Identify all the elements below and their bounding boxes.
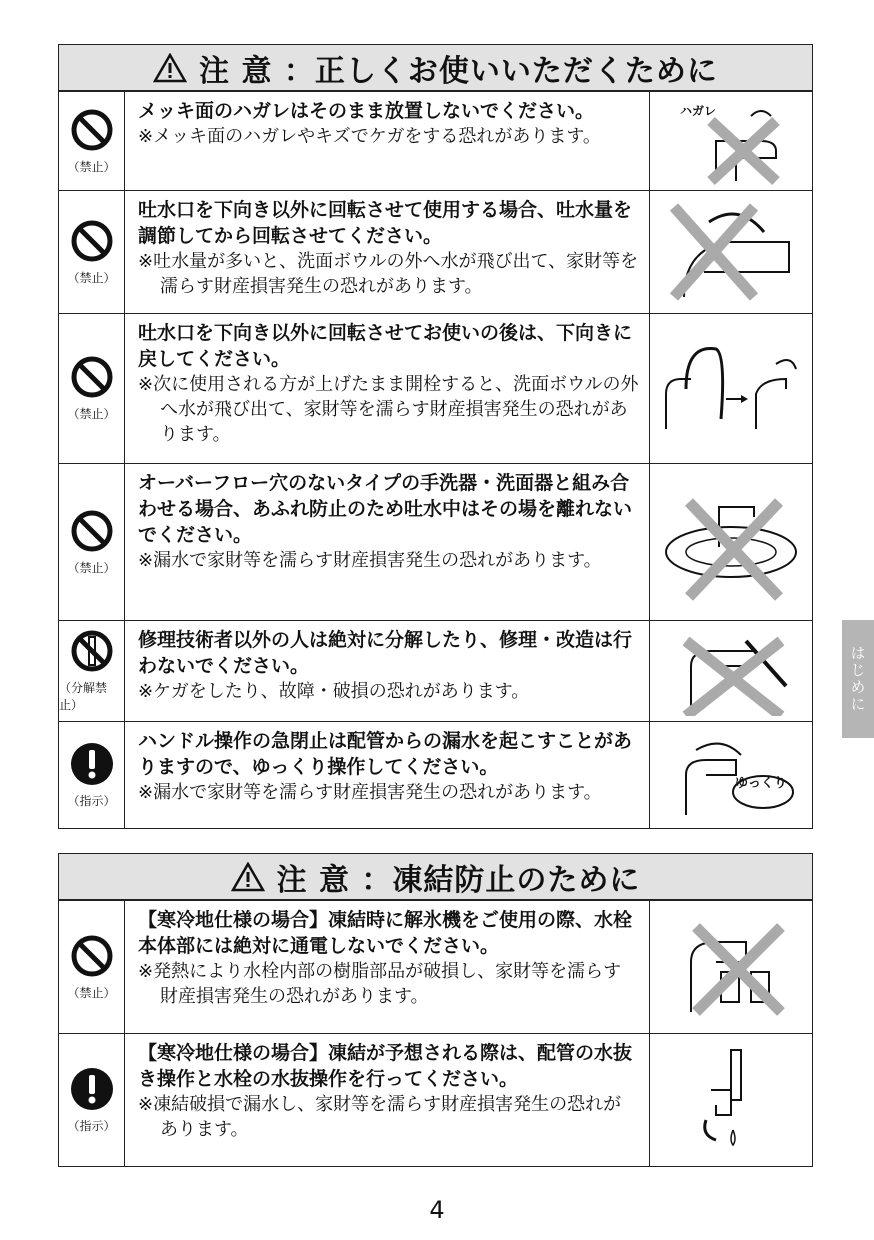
warning-triangle-icon (231, 862, 265, 892)
caution-row (59, 1033, 812, 1166)
caution-note: ※漏水で家財等を濡らす財産損害発生の恐れがあります。 (138, 550, 602, 571)
caution-heading: ハンドル操作の急閉止は配管からの漏水を起こすことがありますので、ゆっくり操作してください。 (138, 730, 633, 778)
page-number: 4 (429, 1196, 445, 1224)
caution-heading: メッキ面のハガレはそのまま放置しないでください。 (138, 100, 595, 122)
caution-row (59, 313, 812, 463)
illustration-cell (650, 92, 812, 190)
illustration-cell (650, 901, 812, 1033)
caution-section-usage (58, 44, 813, 829)
icon-label: （指示） (67, 1118, 116, 1133)
caution-text (125, 621, 650, 721)
caution-row (59, 721, 812, 828)
prohibition-icon (70, 509, 114, 553)
caution-text (125, 191, 650, 313)
caution-section-freeze (58, 853, 813, 1167)
caution-row (59, 900, 812, 1033)
caution-note: ※漏水で家財等を濡らす財産損害発生の恐れがあります。 (138, 782, 602, 803)
section-title-text: 注 意 ：正しくお使いいただくために (199, 53, 718, 89)
prohibit-cell (59, 92, 125, 190)
illustration-cell (650, 191, 812, 313)
overflow-basin-illustration (659, 482, 804, 602)
prohibition-icon (70, 934, 114, 978)
instruction-cell (59, 722, 125, 828)
prohibit-cell (59, 464, 125, 620)
side-tab (842, 620, 874, 738)
prohibition-icon (70, 355, 114, 399)
caution-text (125, 464, 650, 620)
prohibit-cell (59, 191, 125, 313)
caution-text (125, 92, 650, 190)
wrench-faucet-illustration (666, 626, 796, 716)
caution-text (125, 722, 650, 828)
caution-text (125, 1034, 650, 1166)
illustration-label: ゆっくり (735, 776, 787, 791)
prohibit-cell (59, 621, 125, 721)
caution-note: ※発熱により水栓内部の樹脂部品が破損し、家財等を濡らす財産損害発生の恐れがあります。 (138, 961, 622, 1007)
drain-valve-illustration (691, 1045, 771, 1155)
icon-label: （禁止） (67, 560, 116, 575)
caution-heading: 吐水口を下向き以外に回転させて使用する場合、吐水量を調節してから回転させてください。 (138, 199, 633, 247)
icon-label: （禁止） (67, 985, 116, 1000)
basin-splash-illustration (664, 202, 799, 302)
spout-return-illustration (656, 339, 806, 439)
instruction-cell (59, 1034, 125, 1166)
caution-heading: 【寒冷地仕様の場合】凍結時に解氷機をご使用の際、水栓本体部には絶対に通電しないでください。 (138, 909, 633, 957)
caution-note: ※凍結破損で漏水し、家財等を濡らす財産損害発生の恐れがあります。 (138, 1094, 622, 1140)
caution-heading: オーバーフロー穴のないタイプの手洗器・洗面器と組み合わせる場合、あふれ防止のため吐水中はその場を離れないでください。 (138, 472, 633, 546)
caution-note: ※ケガをしたり、故障・破損の恐れがあります。 (138, 681, 530, 702)
caution-heading: 修理技術者以外の人は絶対に分解したり、修理・改造は行わないでください。 (138, 629, 633, 677)
caution-row (59, 463, 812, 620)
caution-row (59, 620, 812, 721)
illustration-label: ハガレ (680, 104, 717, 118)
caution-text (125, 901, 650, 1033)
illustration-cell (650, 722, 812, 828)
mandatory-icon (70, 1067, 114, 1111)
caution-heading: 吐水口を下向き以外に回転させてお使いの後は、下向きに戻してください。 (138, 322, 633, 370)
caution-heading: 【寒冷地仕様の場合】凍結が予想される際は、配管の水抜き操作と水栓の水抜操作を行ってください。 (138, 1042, 633, 1090)
caution-text (125, 314, 650, 463)
icon-label: （禁止） (67, 159, 116, 174)
illustration-cell (650, 1034, 812, 1166)
illustration-cell (650, 464, 812, 620)
section-title-freeze (59, 854, 812, 900)
section-title-usage (59, 45, 812, 91)
icon-label: （指示） (67, 793, 116, 808)
prohibit-cell (59, 314, 125, 463)
no-disassembly-icon (70, 629, 114, 673)
prohibition-icon (70, 108, 114, 152)
thaw-machine-illustration (666, 912, 796, 1022)
caution-note: ※吐水量が多いと、洗面ボウルの外へ水が飛び出て、家財等を濡らす財産損害発生の恐れがあります。 (138, 251, 639, 297)
caution-row (59, 190, 812, 313)
mandatory-icon (70, 742, 114, 786)
warning-triangle-icon (153, 53, 187, 83)
icon-label: （禁止） (67, 270, 116, 285)
illustration-cell (650, 621, 812, 721)
prohibition-icon (70, 219, 114, 263)
icon-label: （禁止） (67, 407, 116, 421)
icon-label: （分解禁止） (59, 681, 108, 712)
illustration-cell (650, 314, 812, 463)
caution-row (59, 91, 812, 190)
caution-note: ※次に使用される方が上げたまま開栓すると、洗面ボウルの外へ水が飛び出て、家財等を濡らす財産損害発生の恐れがあります。 (138, 374, 639, 445)
caution-note: ※メッキ面のハガレやキズでケガをする恐れがあります。 (138, 126, 601, 147)
section-title-text: 注 意 ：凍結防止のために (276, 862, 641, 898)
prohibit-cell (59, 901, 125, 1033)
side-tab-label: はじめに (848, 645, 867, 713)
